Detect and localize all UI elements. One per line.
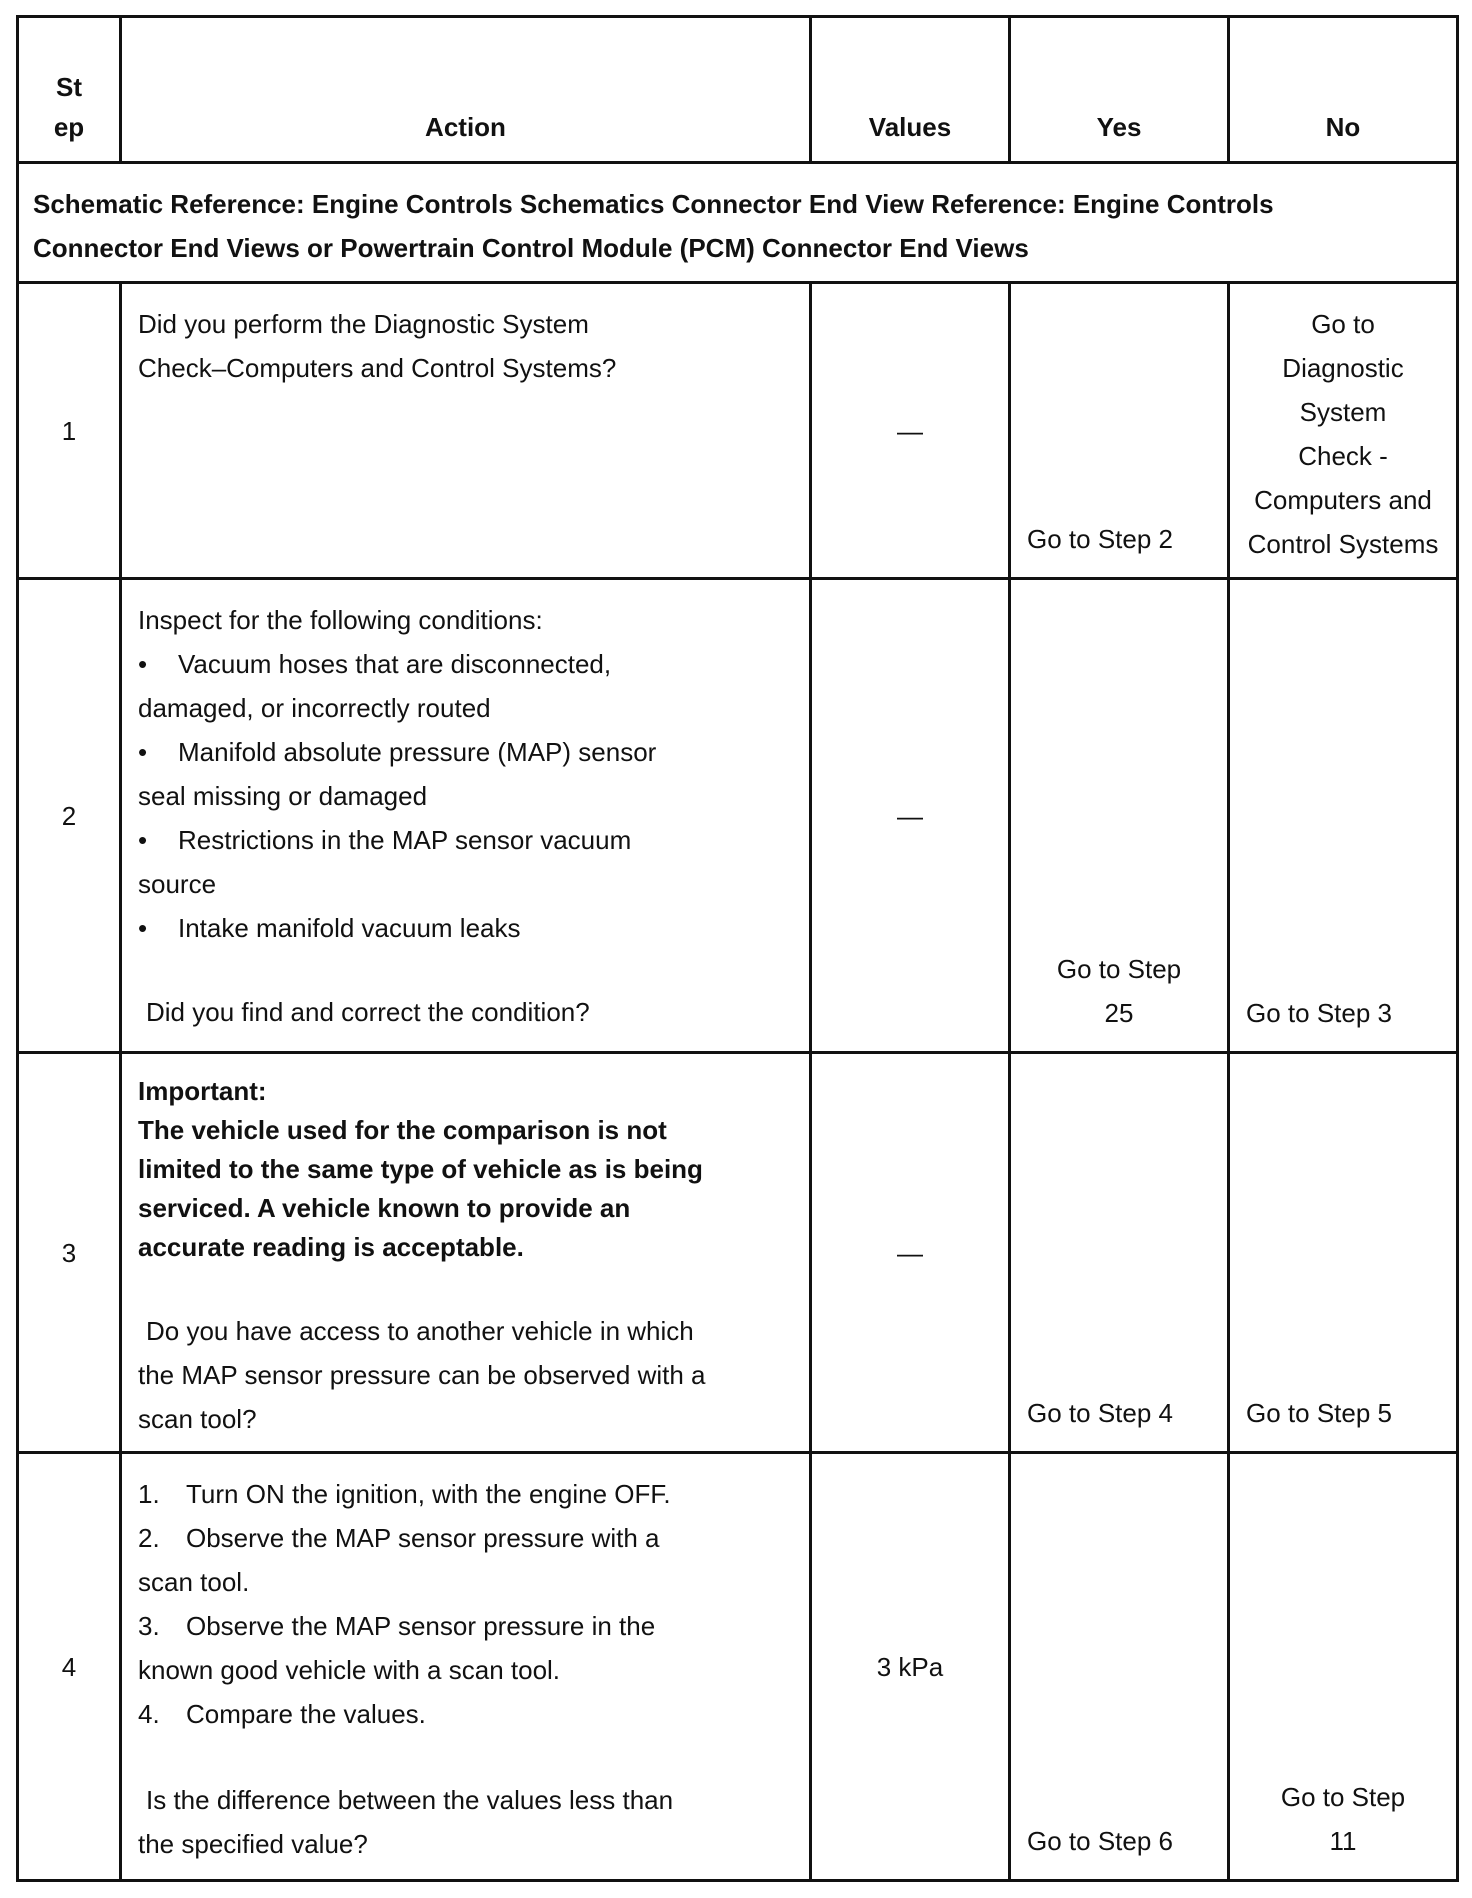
header-step — [18, 17, 121, 163]
value-cell: — — [811, 579, 1010, 1053]
table-row-step-4 — [18, 1453, 1458, 1881]
bullet-icon: • — [138, 913, 148, 943]
important-text-line: serviced. A vehicle known to provide an — [138, 1193, 631, 1223]
condition-bullet-item: • Restrictions in the MAP sensor vacuum — [138, 818, 793, 862]
no-cell — [1229, 1053, 1458, 1453]
yes-go-to-step-4: Go to Step 4 — [1027, 1398, 1173, 1428]
no-text-line: Go to — [1311, 309, 1375, 339]
action-text-line: Check–Computers and Control Systems? — [138, 353, 617, 383]
no-text-line: Control Systems — [1247, 529, 1439, 559]
yes-cell — [1010, 283, 1229, 579]
yes-go-to-step-6: Go to Step 6 — [1027, 1826, 1173, 1856]
action-cell — [121, 283, 811, 579]
table-row-step-3 — [18, 1053, 1458, 1453]
condition-bullet-item: • Vacuum hoses that are disconnected, — [138, 642, 793, 686]
step-number: 2 — [18, 579, 121, 1053]
reference-line1: Schematic Reference: Engine Controls Schematics Connector End View Reference: Engine Controls — [33, 189, 1274, 219]
no-go-to-diagnostic-check — [1230, 284, 1456, 566]
diagnostic-table — [16, 15, 1459, 1882]
action-cell — [121, 1453, 811, 1881]
yes-cell — [1010, 1053, 1229, 1453]
numbered-substep-continued: scan tool. — [138, 1567, 250, 1597]
important-text-line: accurate reading is acceptable. — [138, 1232, 524, 1262]
action-intro: Inspect for the following conditions: — [138, 605, 543, 635]
bullet-icon: • — [138, 649, 148, 679]
no-text-line: Check - — [1298, 441, 1388, 471]
reference-row — [18, 163, 1458, 283]
value-cell-3-kpa: 3 kPa — [811, 1453, 1010, 1881]
action-cell — [121, 1053, 811, 1453]
action-text-line: Did you perform the Diagnostic System — [138, 309, 589, 339]
numbered-substep: 1. Turn ON the ignition, with the engine OFF. — [138, 1479, 671, 1509]
numbered-substep: 3. Observe the MAP sensor pressure in the — [138, 1611, 656, 1641]
header-row — [18, 17, 1458, 163]
header-action: Action — [121, 17, 811, 163]
action-question-line: Do you have access to another vehicle in which — [146, 1316, 694, 1346]
no-cell — [1229, 579, 1458, 1053]
header-step-line1: St — [56, 72, 82, 102]
numbered-substep: 2. Observe the MAP sensor pressure with a — [138, 1523, 660, 1553]
no-cell — [1229, 1453, 1458, 1881]
yes-cell — [1010, 1453, 1229, 1881]
no-text-line: System — [1299, 397, 1387, 427]
condition-bullet-continued: seal missing or damaged — [138, 781, 428, 811]
header-values: Values — [811, 17, 1010, 163]
yes-cell — [1010, 579, 1229, 1053]
schematic-reference — [18, 163, 1458, 283]
step-number: 1 — [18, 283, 121, 579]
condition-bullet-item: • Manifold absolute pressure (MAP) sensor — [138, 730, 793, 774]
important-text-line: The vehicle used for the comparison is not — [138, 1115, 667, 1145]
no-go-to-step-11: Go to Step 11 — [1280, 1782, 1406, 1856]
condition-bullet-item: • Intake manifold vacuum leaks — [138, 906, 793, 950]
header-yes: Yes — [1010, 17, 1229, 163]
action-cell — [121, 579, 811, 1053]
important-text-line: limited to the same type of vehicle as is being — [138, 1154, 703, 1184]
no-go-to-step-5: Go to Step 5 — [1246, 1398, 1392, 1428]
diagnostic-table-sheet — [16, 15, 1456, 1883]
header-no: No — [1229, 17, 1458, 163]
action-question-line: scan tool? — [138, 1404, 257, 1434]
no-go-to-step-3: Go to Step 3 — [1246, 998, 1392, 1028]
no-cell — [1229, 283, 1458, 579]
bullet-icon: • — [138, 825, 148, 855]
yes-go-to-step-2: Go to Step 2 — [1027, 524, 1173, 554]
condition-bullet-continued: damaged, or incorrectly routed — [138, 693, 491, 723]
important-label: Important: — [138, 1076, 267, 1106]
header-step-line2: ep — [53, 112, 85, 142]
yes-go-to-step-25: Go to Step 25 — [1056, 954, 1182, 1028]
bullet-icon: • — [138, 737, 148, 767]
no-text-line: Diagnostic — [1282, 353, 1404, 383]
value-cell: — — [811, 283, 1010, 579]
important-note — [138, 1072, 793, 1267]
condition-bullet-continued: source — [138, 869, 217, 899]
step-number: 3 — [18, 1053, 121, 1453]
step-number: 4 — [18, 1453, 121, 1881]
action-question-line: Is the difference between the values less than — [146, 1785, 674, 1815]
action-question-line: the specified value? — [138, 1829, 368, 1859]
no-text-line: Computers and — [1254, 485, 1432, 515]
numbered-substep: 4. Compare the values. — [138, 1699, 426, 1729]
table-row-step-1 — [18, 283, 1458, 579]
numbered-substep-continued: known good vehicle with a scan tool. — [138, 1655, 561, 1685]
action-question-line: the MAP sensor pressure can be observed with a — [138, 1360, 706, 1390]
value-cell: — — [811, 1053, 1010, 1453]
table-row-step-2 — [18, 579, 1458, 1053]
reference-line2: Connector End Views or Powertrain Control Module (PCM) Connector End Views — [33, 233, 1029, 263]
action-question: Did you find and correct the condition? — [146, 997, 590, 1027]
